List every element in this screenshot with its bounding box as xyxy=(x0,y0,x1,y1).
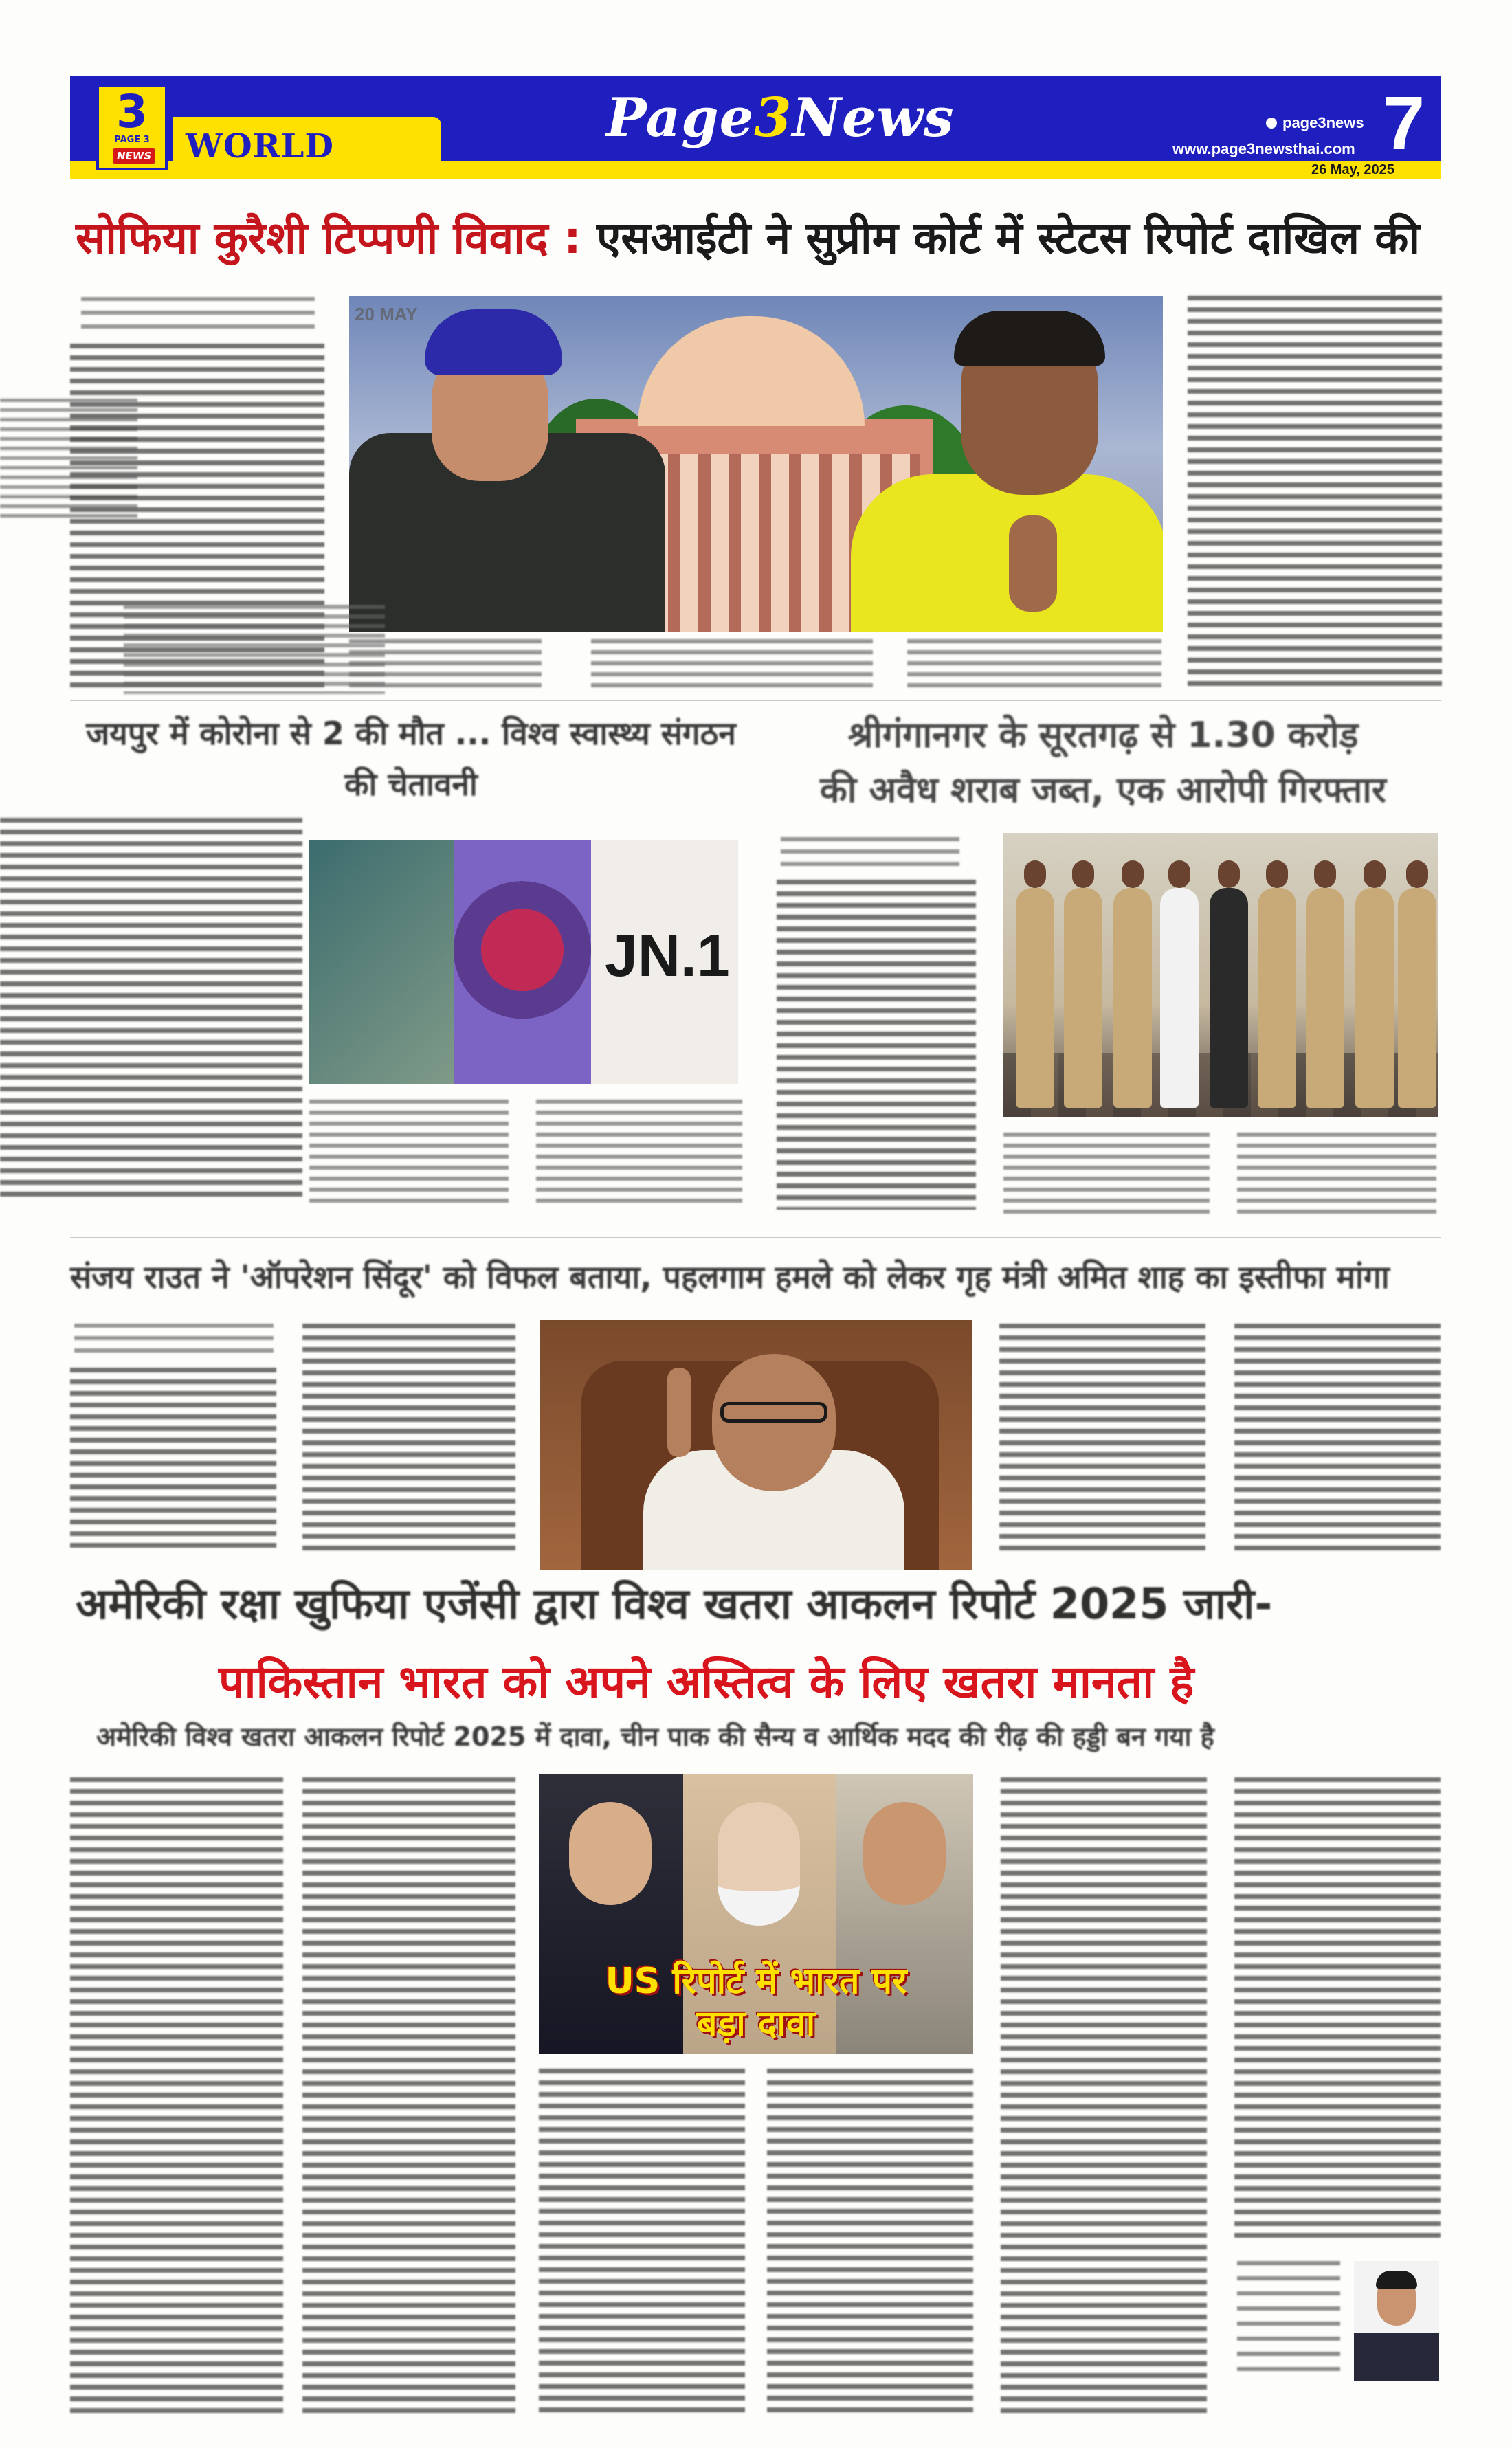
police-officer xyxy=(1258,888,1296,1108)
section-label: WORLD xyxy=(186,127,334,166)
sofia-body-below-1 xyxy=(349,639,542,694)
police-officer xyxy=(1306,888,1344,1108)
us-report-headline-red: पाकिस्तान भारत को अपने अस्तित्व के लिए खतरा मानता है xyxy=(219,1656,1194,1709)
leaders-caption-line1: US रिपोर्ट में भारत पर xyxy=(605,1961,907,2002)
sofia-body-below-3 xyxy=(907,639,1161,694)
us-body-col4 xyxy=(767,2069,973,2416)
raut-photo xyxy=(540,1320,972,1570)
leaders-photo-caption xyxy=(539,1960,973,2045)
court-dome xyxy=(638,316,865,426)
raut-byline xyxy=(74,1324,274,1353)
brand-number: 3 xyxy=(754,87,792,149)
raut-body-col1 xyxy=(70,1368,276,1553)
author-hair xyxy=(1376,2271,1417,2289)
man-hair xyxy=(954,311,1105,366)
author-photo xyxy=(1354,2261,1439,2381)
leader-face xyxy=(569,1802,652,1905)
sofia-headline xyxy=(76,206,1420,266)
leader-face xyxy=(863,1802,946,1905)
logo-number: 3 xyxy=(116,85,148,138)
author-credit xyxy=(1237,2261,1340,2378)
police-officer xyxy=(1160,888,1199,1108)
logo-news-text: NEWS xyxy=(113,148,155,164)
social-icon xyxy=(1266,118,1277,129)
liquor-body-left xyxy=(777,880,976,1210)
photo-date-stamp: 20 MAY xyxy=(355,304,418,324)
us-report-headline: अमेरिकी रक्षा खुफिया एजेंसी द्वारा विश्व खतरा आकलन रिपोर्ट 2025 जारी- xyxy=(76,1579,1273,1629)
leaders-caption-line2: बड़ा दावा xyxy=(696,2003,816,2045)
man-folded-hands xyxy=(1009,515,1057,612)
liquor-headline xyxy=(770,708,1436,818)
website-url: www.page3newsthai.com xyxy=(1172,140,1355,157)
brand-prefix: Page xyxy=(606,87,755,149)
raut-face xyxy=(712,1354,836,1491)
police-officer xyxy=(1064,888,1102,1108)
sofia-byline xyxy=(81,297,315,330)
brand-suffix: News xyxy=(792,87,955,149)
raut-raised-finger xyxy=(667,1368,691,1457)
raut-glasses xyxy=(720,1402,827,1423)
us-report-subheadline: अमेरिकी विश्व खतरा आकलन रिपोर्ट 2025 में दावा, चीन पाक की सैन्य व आर्थिक मदद की रीढ़ की हड्डी बन गया है xyxy=(96,1722,1214,1752)
sofia-photo-caption xyxy=(124,605,385,694)
sofia-headline-topic: सोफिया कुरैशी टिप्पणी विवाद xyxy=(76,213,548,264)
issue-date: 26 May, 2025 xyxy=(1311,162,1394,177)
raut-body-col4 xyxy=(1234,1324,1441,1550)
police-officer xyxy=(1113,888,1152,1108)
virus-illustration xyxy=(454,840,591,1084)
social-handle xyxy=(1266,114,1364,132)
man-kurta xyxy=(851,474,1163,632)
sofia-headline-rest: एसआईटी ने सुप्रीम कोर्ट में स्टेटस रिपोर्ट दाखिल की xyxy=(596,213,1421,264)
raut-body-col3 xyxy=(999,1324,1205,1550)
liquor-headline-line1: श्रीगंगानगर के सूरतगढ़ से 1.30 करोड़ xyxy=(847,715,1359,756)
police-officer xyxy=(1210,888,1248,1108)
leaders-photo xyxy=(539,1774,973,2054)
social-handle-text: page3news xyxy=(1282,114,1364,131)
divider xyxy=(70,700,1441,701)
sofia-headline-separator: : xyxy=(564,213,581,264)
scan-noise-left xyxy=(0,399,137,522)
corona-body-below xyxy=(309,1100,509,1210)
leader-face xyxy=(718,1802,800,1926)
police-officer xyxy=(1355,888,1394,1108)
raut-headline: संजय राउत ने 'ऑपरेशन सिंदूर' को विफल बताया, पहलगाम हमले को लेकर गृह मंत्री अमित शाह का इस्तीफा मांगा xyxy=(70,1258,1390,1295)
liquor-headline-line2: की अवैध शराब जब्त, एक आरोपी गिरफ्तार xyxy=(819,770,1387,811)
us-body-col5 xyxy=(1001,1777,1207,2416)
liquor-body-below-2 xyxy=(1237,1133,1436,1215)
divider xyxy=(70,1237,1441,1238)
sofia-photo xyxy=(349,296,1163,632)
police-officer xyxy=(1398,888,1436,1108)
us-body-col1 xyxy=(70,1777,283,2416)
us-body-col2 xyxy=(302,1777,515,2416)
page-number: 7 xyxy=(1383,81,1425,166)
raut-body-col2 xyxy=(302,1324,515,1555)
us-body-col3 xyxy=(539,2069,745,2416)
corona-body-left xyxy=(0,818,302,1203)
brand-name xyxy=(606,87,955,149)
officer-beret xyxy=(425,309,562,375)
covid-photo xyxy=(309,840,738,1084)
corona-body-below-2 xyxy=(536,1100,742,1210)
police-photo xyxy=(1003,833,1438,1117)
masthead xyxy=(70,76,1441,179)
sofia-body-below-2 xyxy=(591,639,873,694)
logo-page-text: PAGE 3 xyxy=(114,135,150,145)
liquor-body-below-1 xyxy=(1003,1133,1210,1215)
page3-logo xyxy=(96,84,168,170)
liquor-byline xyxy=(781,837,959,867)
police-officer xyxy=(1016,888,1054,1108)
covid-ward-scene xyxy=(309,840,454,1084)
us-body-col6 xyxy=(1234,1777,1441,2245)
corona-headline: जयपुर में कोरोना से 2 की मौत ... विश्व स्वास्थ्य संगठन की चेतावनी xyxy=(86,715,736,803)
variant-label: JN.1 xyxy=(605,923,730,989)
sofia-body-right xyxy=(1188,296,1442,691)
